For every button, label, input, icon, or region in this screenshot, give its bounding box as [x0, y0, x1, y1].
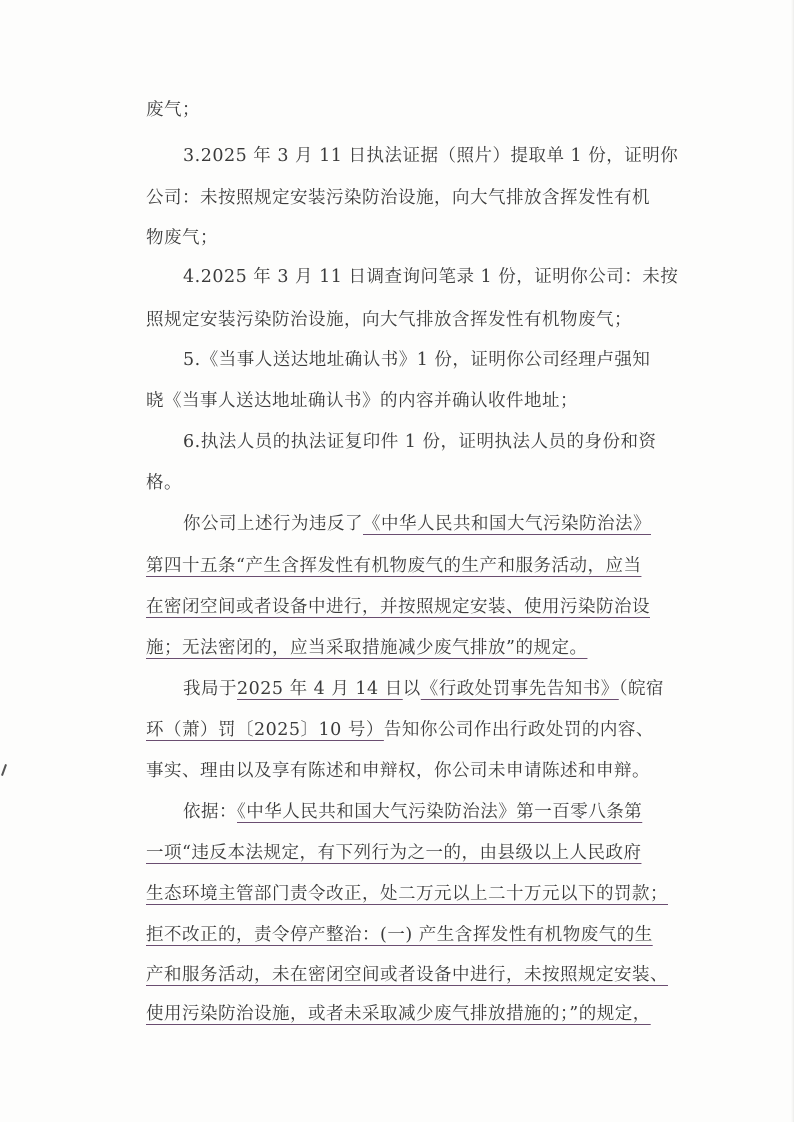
- text-line: 6.执法人员的执法证复印件 1 份，证明执法人员的身份和资: [183, 432, 657, 452]
- text-line: [183, 800, 705, 824]
- text-line: 第四十五条“产生含挥发性有机物废气的生产和服务活动，应当: [146, 556, 642, 576]
- underlined-notice-title: 《行政处罚事先告知书》: [420, 679, 619, 699]
- text-line: 一项“违反本法规定，有下列行为之一的，由县级以上人民政府: [146, 843, 642, 863]
- text-line: 拒不改正的，责令停产整治：(一) 产生含挥发性有机物废气的生: [146, 925, 653, 945]
- text-line: 3.2025 年 3 月 11 日执法证据（照片）提取单 1 份，证明你: [183, 146, 679, 166]
- text-line: 5.《当事人送达地址确认书》1 份，证明你公司经理卢强知: [183, 350, 651, 370]
- text-span: 告知你公司作出行政处罚的内容、: [383, 720, 654, 740]
- text-line: 照规定安装污染防治设施，向大气排放含挥发性有机物废气；: [146, 310, 632, 330]
- text-line: 在密闭空间或者设备中进行，并按照规定安装、使用污染防治设: [146, 597, 650, 617]
- text-line: 事实、理由以及享有陈述和申辩权，你公司未申请陈述和申辩。: [146, 761, 650, 781]
- underlined-law-title: 《中华人民共和国大气污染防治法》: [363, 514, 651, 534]
- text-span: 使用污染防治设施，或者未采取减少废气排放措施的；”的规定，: [146, 1004, 651, 1024]
- text-line: 物废气；: [146, 228, 218, 248]
- text-span: （皖宿: [618, 679, 665, 699]
- text-span: 以: [402, 679, 421, 699]
- underlined-date: 2025 年 4 月 14 日: [237, 679, 403, 699]
- underlined-doc-number: 环（萧）罚〔2025〕10 号）: [146, 720, 384, 740]
- text-line: 生态环境主管部门责令改正，处二万元以上二十万元以下的罚款；: [146, 884, 668, 904]
- text-span: 依据：: [183, 802, 237, 822]
- scan-mark: [1, 764, 7, 776]
- text-span: 施；无法密闭的，应当采取措施减少废气排放”的规定。: [146, 638, 588, 658]
- text-line: 废气；: [146, 100, 200, 120]
- text-line: 4.2025 年 3 月 11 日调查询问笔录 1 份，证明你公司：未按: [183, 267, 679, 287]
- text-line: [146, 1002, 706, 1026]
- text-line: [146, 718, 706, 742]
- text-line: [183, 677, 705, 701]
- text-span: 你公司上述行为违反了: [183, 514, 363, 534]
- text-line: [146, 636, 706, 660]
- text-span: 我局于: [183, 679, 237, 699]
- text-line: [183, 512, 705, 536]
- text-line: 产和服务活动，未在密闭空间或者设备中进行，未按照规定安装、: [146, 965, 668, 985]
- underlined-law-article: 《中华人民共和国大气污染防治法》第一百零八条第: [237, 802, 643, 822]
- text-line: 晓《当事人送达地址确认书》的内容并确认收件地址；: [146, 391, 578, 411]
- text-line: 公司：未按照规定安装污染防治设施，向大气排放含挥发性有机: [146, 188, 650, 208]
- text-line: 格。: [146, 473, 182, 493]
